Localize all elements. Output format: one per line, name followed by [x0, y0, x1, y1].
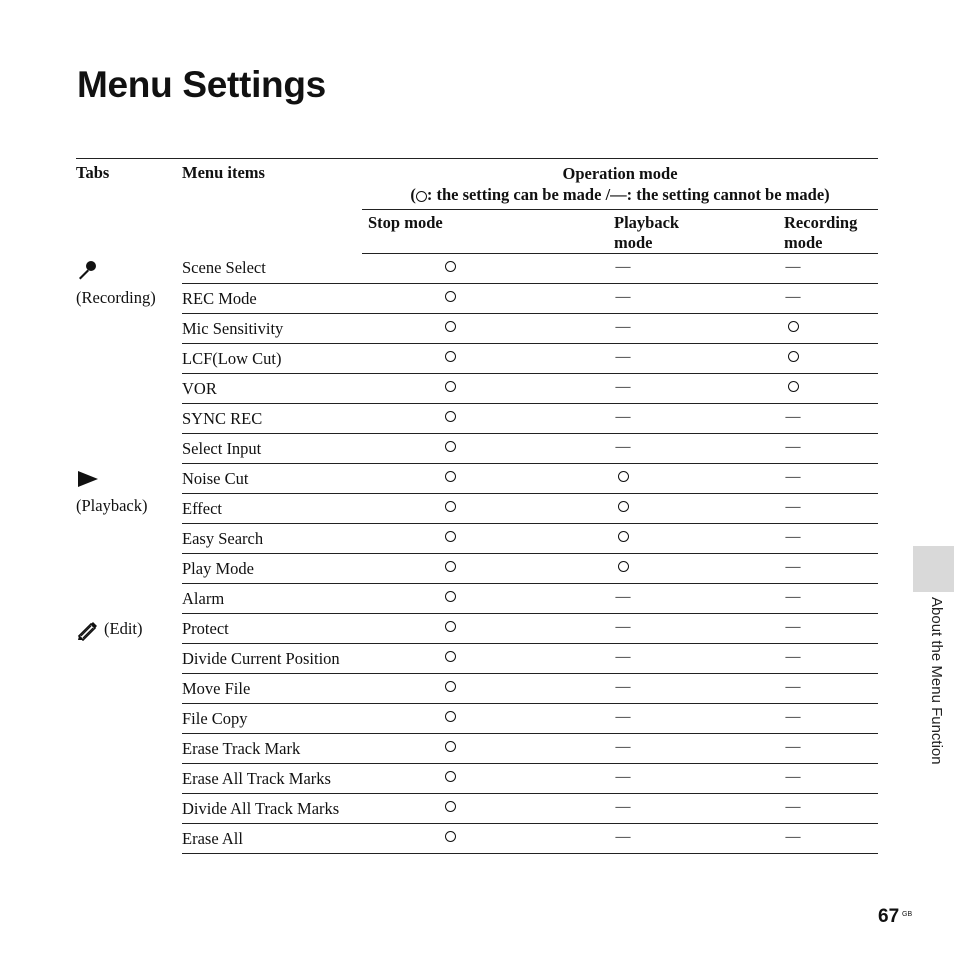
- recording-mode-cell: [708, 554, 878, 584]
- menu-settings-table: [76, 158, 878, 854]
- stop-mode-cell: [362, 344, 538, 374]
- dash-mark: —: [615, 798, 631, 815]
- dash-mark: —: [615, 318, 631, 335]
- legend-can-text: : the setting can be made: [426, 185, 602, 204]
- recording-mode-cell: [708, 254, 878, 284]
- dash-mark: —: [785, 678, 801, 695]
- playback-mode-cell: [538, 524, 708, 554]
- header-menu-items: Menu items: [182, 163, 265, 182]
- pencil-icon: [76, 619, 98, 646]
- dash-mark: —: [785, 258, 801, 275]
- stop-mode-cell: [362, 764, 538, 794]
- header-playback-mode: Playback mode: [538, 210, 708, 254]
- recording-mode-cell: [708, 434, 878, 464]
- dash-mark: —: [785, 558, 801, 575]
- circle-icon: [445, 801, 456, 812]
- circle-icon: [788, 381, 799, 392]
- stop-mode-cell: [362, 404, 538, 434]
- recording-mode-cell: [708, 374, 878, 404]
- dash-mark: —: [785, 408, 801, 425]
- menu-item-label: Erase All Track Marks: [182, 764, 362, 794]
- circle-icon: [618, 471, 629, 482]
- recording-mode-cell: [708, 464, 878, 494]
- recording-mode-cell: [708, 674, 878, 704]
- dash-mark: —: [615, 648, 631, 665]
- stop-mode-cell: [362, 644, 538, 674]
- stop-mode-cell: [362, 254, 538, 284]
- dash-mark: —: [615, 588, 631, 605]
- recording-mode-cell: [708, 614, 878, 644]
- menu-item-label: Select Input: [182, 434, 362, 464]
- circle-icon: [618, 531, 629, 542]
- playback-mode-cell: [538, 404, 708, 434]
- menu-item-label: File Copy: [182, 704, 362, 734]
- circle-icon: [618, 561, 629, 572]
- circle-icon: [445, 771, 456, 782]
- tab-cell-pencil: [76, 614, 182, 854]
- circle-icon: [445, 261, 456, 272]
- playback-mode-cell: [538, 824, 708, 854]
- page-title: Menu Settings: [77, 64, 326, 105]
- dash-mark: —: [785, 528, 801, 545]
- recording-mode-cell: [708, 404, 878, 434]
- table-body: [76, 254, 878, 854]
- circle-icon: [445, 381, 456, 392]
- menu-item-label: Erase All: [182, 824, 362, 854]
- playback-mode-cell: [538, 554, 708, 584]
- circle-icon: [445, 531, 456, 542]
- tab-label: (Edit): [104, 618, 143, 638]
- circle-icon: [788, 321, 799, 332]
- stop-mode-cell: [362, 374, 538, 404]
- menu-item-label: Scene Select: [182, 254, 362, 284]
- tab-cell-play: [76, 464, 182, 614]
- circle-icon: [445, 471, 456, 482]
- recording-mode-cell: [708, 344, 878, 374]
- table-row: [76, 344, 878, 374]
- menu-item-label: Erase Track Mark: [182, 734, 362, 764]
- page-number: 67: [878, 906, 900, 927]
- menu-item-label: VOR: [182, 374, 362, 404]
- tab-cell-microphone: [76, 254, 182, 464]
- legend-open-paren: (: [410, 185, 416, 204]
- playback-mode-cell: [538, 704, 708, 734]
- circle-icon: [445, 561, 456, 572]
- table-row: [76, 554, 878, 584]
- table-row: [76, 794, 878, 824]
- recording-mode-cell: [708, 584, 878, 614]
- playback-mode-cell: [538, 734, 708, 764]
- dash-mark: —: [785, 708, 801, 725]
- table-row: [76, 434, 878, 464]
- menu-item-label: SYNC REC: [182, 404, 362, 434]
- stop-mode-cell: [362, 554, 538, 584]
- stop-mode-cell: [362, 434, 538, 464]
- circle-icon: [445, 741, 456, 752]
- circle-icon: [445, 321, 456, 332]
- recording-mode-cell: [708, 644, 878, 674]
- stop-mode-cell: [362, 704, 538, 734]
- playback-mode-cell: [538, 284, 708, 314]
- table-row: [76, 644, 878, 674]
- dash-mark: —: [615, 408, 631, 425]
- table-row: [76, 764, 878, 794]
- circle-icon: [445, 831, 456, 842]
- dash-mark: —: [615, 258, 631, 275]
- side-tab-label: About the Menu Function: [928, 597, 945, 765]
- menu-item-label: Protect: [182, 614, 362, 644]
- menu-item-label: Divide All Track Marks: [182, 794, 362, 824]
- playback-mode-cell: [538, 614, 708, 644]
- table-row: [76, 254, 878, 284]
- dash-mark: —: [615, 378, 631, 395]
- tab-label: (Playback): [76, 495, 148, 515]
- circle-icon: [445, 621, 456, 632]
- playback-mode-cell: [538, 254, 708, 284]
- menu-item-label: Effect: [182, 494, 362, 524]
- page-number-suffix: GB: [902, 911, 913, 918]
- dash-mark: —: [785, 798, 801, 815]
- dash-mark: —: [615, 348, 631, 365]
- stop-mode-cell: [362, 584, 538, 614]
- legend-cannot-text: : the setting cannot be made): [626, 185, 830, 204]
- dash-mark: —: [785, 768, 801, 785]
- stop-mode-cell: [362, 794, 538, 824]
- recording-mode-cell: [708, 314, 878, 344]
- menu-item-label: Move File: [182, 674, 362, 704]
- table-row: [76, 584, 878, 614]
- stop-mode-cell: [362, 824, 538, 854]
- stop-mode-cell: [362, 524, 538, 554]
- table-row: [76, 464, 878, 494]
- table-row: [76, 374, 878, 404]
- stop-mode-cell: [362, 734, 538, 764]
- playback-mode-cell: [538, 434, 708, 464]
- recording-mode-cell: [708, 764, 878, 794]
- table-row: [76, 674, 878, 704]
- menu-item-label: Play Mode: [182, 554, 362, 584]
- header-row: [76, 159, 878, 210]
- table-row: [76, 614, 878, 644]
- playback-mode-cell: [538, 584, 708, 614]
- recording-mode-cell: [708, 284, 878, 314]
- side-tab-marker: [913, 546, 954, 592]
- dash-mark: —: [615, 678, 631, 695]
- circle-icon: [445, 441, 456, 452]
- dash-mark: —: [785, 288, 801, 305]
- circle-icon: [445, 681, 456, 692]
- menu-item-label: Alarm: [182, 584, 362, 614]
- circle-icon: [618, 501, 629, 512]
- operation-mode-title: Operation mode: [562, 164, 678, 183]
- operation-mode-legend: [362, 184, 878, 205]
- stop-mode-cell: [362, 674, 538, 704]
- playback-mode-cell: [538, 674, 708, 704]
- table-row: [76, 314, 878, 344]
- circle-icon: [788, 351, 799, 362]
- circle-icon: [445, 351, 456, 362]
- circle-icon: [445, 651, 456, 662]
- circle-icon: [445, 591, 456, 602]
- dash-mark: —: [615, 618, 631, 635]
- stop-mode-cell: [362, 494, 538, 524]
- dash-mark: —: [785, 618, 801, 635]
- circle-icon: [445, 711, 456, 722]
- playback-mode-cell: [538, 344, 708, 374]
- table-row: [76, 704, 878, 734]
- menu-item-label: Divide Current Position: [182, 644, 362, 674]
- dash-mark: —: [785, 648, 801, 665]
- stop-mode-cell: [362, 464, 538, 494]
- dash-mark: —: [785, 588, 801, 605]
- table-row: [76, 494, 878, 524]
- playback-mode-cell: [538, 794, 708, 824]
- legend-slash: /: [601, 185, 611, 204]
- header-recording-mode: Recording mode: [708, 210, 878, 254]
- table-row: [76, 284, 878, 314]
- dash-mark: —: [615, 438, 631, 455]
- dash-mark: —: [785, 738, 801, 755]
- recording-mode-cell: [708, 734, 878, 764]
- dash-mark: —: [785, 438, 801, 455]
- dash-mark: —: [785, 468, 801, 485]
- menu-settings-table-wrap: [76, 158, 878, 854]
- menu-item-label: LCF(Low Cut): [182, 344, 362, 374]
- legend-dash: —: [610, 185, 627, 204]
- dash-mark: —: [615, 738, 631, 755]
- dash-mark: —: [615, 828, 631, 845]
- dash-mark: —: [615, 708, 631, 725]
- header-stop-mode: Stop mode: [362, 210, 538, 254]
- circle-icon: [445, 291, 456, 302]
- recording-mode-cell: [708, 794, 878, 824]
- menu-item-label: Noise Cut: [182, 464, 362, 494]
- recording-mode-cell: [708, 704, 878, 734]
- microphone-icon: [76, 259, 98, 286]
- recording-mode-cell: [708, 824, 878, 854]
- table-row: [76, 524, 878, 554]
- circle-icon: [416, 191, 427, 202]
- playback-mode-cell: [538, 464, 708, 494]
- stop-mode-cell: [362, 284, 538, 314]
- playback-mode-cell: [538, 314, 708, 344]
- dash-mark: —: [615, 768, 631, 785]
- menu-item-label: Easy Search: [182, 524, 362, 554]
- playback-mode-cell: [538, 494, 708, 524]
- circle-icon: [445, 411, 456, 422]
- dash-mark: —: [785, 498, 801, 515]
- stop-mode-cell: [362, 614, 538, 644]
- playback-mode-cell: [538, 764, 708, 794]
- header-tabs: Tabs: [76, 163, 110, 182]
- dash-mark: —: [615, 288, 631, 305]
- dash-mark: —: [785, 828, 801, 845]
- playback-mode-cell: [538, 644, 708, 674]
- header-operation-mode: [362, 159, 878, 210]
- recording-mode-cell: [708, 524, 878, 554]
- tab-label: (Recording): [76, 287, 156, 307]
- table-row: [76, 404, 878, 434]
- table-row: [76, 824, 878, 854]
- recording-mode-cell: [708, 494, 878, 524]
- table-row: [76, 734, 878, 764]
- menu-item-label: REC Mode: [182, 284, 362, 314]
- menu-item-label: Mic Sensitivity: [182, 314, 362, 344]
- play-icon: [76, 469, 100, 494]
- playback-mode-cell: [538, 374, 708, 404]
- stop-mode-cell: [362, 314, 538, 344]
- circle-icon: [445, 501, 456, 512]
